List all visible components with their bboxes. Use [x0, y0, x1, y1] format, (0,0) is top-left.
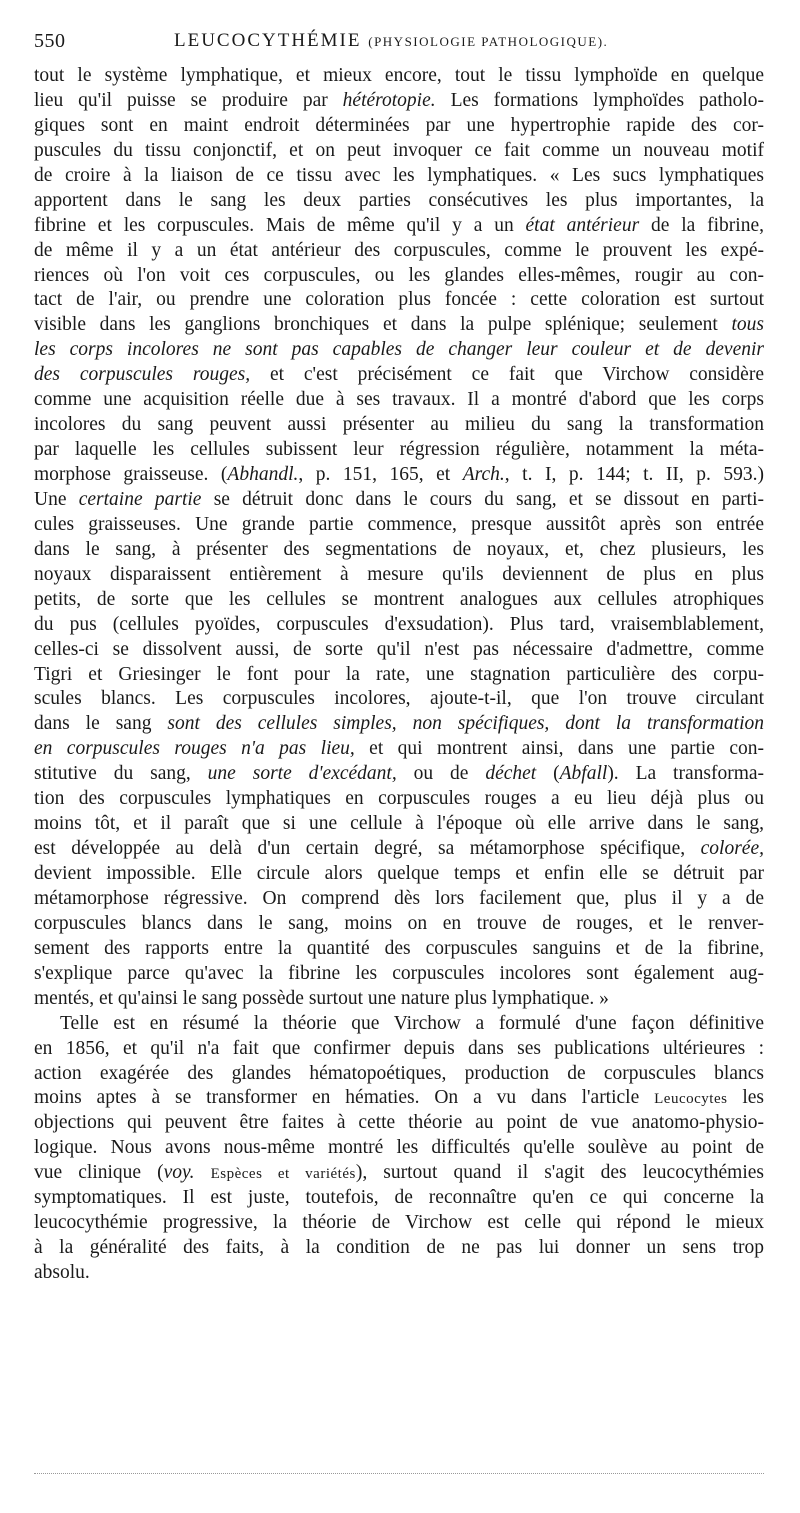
text-line — [34, 762, 764, 787]
text-line — [34, 1012, 764, 1037]
footer-rule — [34, 1473, 764, 1474]
text-line — [34, 887, 764, 912]
text-line — [34, 862, 764, 887]
text-span: en corpuscules rouges n'a pas lieu, — [34, 738, 355, 760]
running-head — [174, 30, 608, 52]
text-span: absolu. — [34, 1262, 90, 1283]
text-line — [34, 89, 764, 114]
text-span: voy. — [163, 1162, 195, 1184]
text-span: riences où l'on voit ces corpuscules, ou les glandes elles-mêmes, rougir au con- — [34, 264, 764, 286]
text-line — [34, 239, 764, 264]
text-span: ( — [536, 763, 560, 785]
text-span: et qui montrent ainsi, dans une partie con- — [354, 738, 764, 760]
running-head-title: LEUCOCYTHÉMIE — [174, 30, 362, 51]
text-line — [34, 214, 764, 239]
text-line — [34, 638, 764, 663]
text-span: les corps incolores ne sont pas capables de changer leur couleur et de devenir — [34, 339, 764, 361]
text-span: tous — [731, 314, 764, 336]
text-span: comme une acquisition réelle due à ses travaux. Il a montré d'abord que les corps — [34, 389, 764, 411]
text-span: devient impossible. Elle circule alors quelque temps et enfin elle se détruit par — [34, 863, 764, 884]
text-line — [34, 189, 764, 214]
text-span: cules graisseuses. Une grande partie commence, presque aussitôt après son entrée — [34, 513, 764, 535]
text-span: métamorphose régressive. On comprend dès lors facilement que, plus il y a de — [34, 887, 764, 909]
text-line — [34, 313, 764, 338]
text-span: Une — [34, 488, 79, 510]
text-span: de même il y a un état antérieur des corpuscules, comme le prouvent les expé- — [34, 239, 764, 261]
text-span: est développée au delà d'un certain degré, sa métamorphose spécifique, — [34, 838, 701, 860]
text-line — [34, 812, 764, 837]
text-span: moins tôt, et il paraît que si une cellule à l'époque où elle arrive dans le sang, — [34, 813, 764, 835]
text-line — [34, 613, 764, 638]
text-span: ), surtout quand il s'agit des leucocythémies — [355, 1162, 764, 1184]
text-line — [34, 937, 764, 962]
text-span: tout le système lymphatique, et mieux encore, tout le tissu lymphoïde en quelque — [34, 65, 764, 86]
text-line — [34, 663, 764, 688]
text-span: petits, de sorte que les cellules se montrent analogues aux cellules atrophiques — [34, 588, 764, 610]
text-span: , p. 151, 165, et — [298, 464, 463, 485]
body-text — [34, 64, 764, 1286]
text-line — [34, 563, 764, 588]
text-line — [34, 912, 764, 937]
text-span: hétérotopie. — [342, 89, 436, 111]
text-line — [34, 264, 764, 289]
text-span: logique. Nous avons nous-même montré les difficultés qu'elle soulève au point de — [34, 1137, 764, 1159]
text-span: lieu qu'il puisse se produire par — [34, 89, 343, 111]
text-span: une sorte d'excédant, — [207, 763, 397, 785]
text-span: puscules du tissu conjonctif, et on peut invoquer ce fait comme un nouveau motif — [34, 139, 764, 161]
text-line — [34, 787, 764, 812]
text-span: tact de l'air, ou prendre une coloration plus foncée : cette coloration est surtout — [34, 289, 764, 311]
text-line — [34, 463, 764, 488]
text-span: Leucocytes — [654, 1091, 728, 1108]
text-line — [34, 987, 764, 1012]
text-span: sont des cellules simples, non spécifiques, dont la transformation — [167, 713, 764, 735]
text-span: Les formations lymphoïdes patholo- — [435, 89, 764, 111]
text-line — [34, 64, 764, 89]
text-span: Telle est en résumé la théorie que Virchow a formulé d'une façon définitive — [60, 1012, 764, 1034]
text-line — [34, 438, 764, 463]
text-span: fibrine et les corpuscules. Mais de même qu'il y a un — [34, 214, 526, 236]
text-span: Arch. — [462, 464, 505, 485]
text-span: Tigri et Griesinger le font pour la rate, une stagnation particulière des corpu- — [34, 663, 764, 685]
text-span: déchet — [485, 763, 537, 785]
text-span: en 1856, et qu'il n'a fait que confirmer depuis dans ses publications ultérieures : — [34, 1037, 764, 1059]
text-span: de la fibrine, — [639, 214, 764, 236]
text-line — [34, 488, 764, 513]
text-span: vue clinique ( — [34, 1162, 164, 1184]
text-span: ). La transforma- — [607, 763, 764, 785]
text-line — [34, 712, 764, 737]
text-span: des corpuscules rouges, — [34, 364, 251, 386]
text-line — [34, 1236, 764, 1261]
text-line — [34, 164, 764, 189]
text-line — [34, 588, 764, 613]
text-line — [34, 1186, 764, 1211]
text-span: et c'est précisément ce fait que Virchow considère — [250, 364, 764, 386]
text-span: moins aptes à se transformer en hématies. On a vu dans l'article — [34, 1087, 655, 1109]
text-span: s'explique parce qu'avec la fibrine les corpuscules incolores sont également aug- — [34, 962, 764, 984]
text-line — [34, 413, 764, 438]
text-span: dans le sang — [34, 713, 168, 735]
text-line — [34, 513, 764, 538]
text-line — [34, 737, 764, 762]
text-line — [34, 1037, 764, 1062]
page-header — [34, 30, 764, 60]
text-span: sement des rapports entre la quantité des corpuscules sanguins et de la fibrine, — [34, 937, 764, 959]
text-span: Espèces et variétés — [210, 1166, 356, 1183]
text-line — [34, 687, 764, 712]
text-line — [34, 1261, 764, 1286]
text-span: stitutive du sang, — [34, 763, 208, 785]
text-line — [34, 363, 764, 388]
text-line — [34, 1086, 764, 1111]
text-span: leucocythémie progressive, la théorie de Virchow est celle qui répond le mieux — [34, 1212, 764, 1234]
text-span: symptomatiques. Il est juste, toutefois, de reconnaître qu'en ce qui concerne la — [34, 1187, 764, 1209]
text-span: à la généralité des faits, à la condition de ne pas lui donner un sens trop — [34, 1237, 764, 1259]
text-span: Abfall — [559, 763, 608, 785]
text-span: , t. I, p. 144; t. II, p. 593.) — [504, 464, 764, 485]
text-span: les — [727, 1087, 764, 1109]
text-span: action exagérée des glandes hématopoétiques, production de corpuscules blancs — [34, 1062, 764, 1084]
text-span: tion des corpuscules lymphatiques en corpuscules rouges a eu lieu déjà plus ou — [34, 788, 764, 810]
text-span: certaine partie — [78, 488, 202, 510]
text-span: giques sont en maint endroit déterminées par une hypertrophie rapide des cor- — [34, 114, 764, 136]
text-line — [34, 338, 764, 363]
text-span: apportent dans le sang les deux parties consécutives les plus importantes, la — [34, 189, 764, 211]
text-span: incolores du sang peuvent aussi présenter au milieu du sang la transformation — [34, 414, 764, 436]
page-number: 550 — [34, 30, 66, 52]
text-span: se détruit donc dans le cours du sang, et se dissout en parti- — [201, 488, 764, 510]
text-span: par laquelle les cellules subissent leur régression régulière, notamment la méta- — [34, 439, 764, 461]
text-span: celles-ci se dissolvent aussi, de sorte qu'il n'est pas nécessaire d'admettre, comme — [34, 638, 764, 660]
text-line — [34, 538, 764, 563]
text-span: de croire à la liaison de ce tissu avec les lymphatiques. « Les sucs lymphatiques — [34, 164, 764, 186]
text-span: noyaux disparaissent entièrement à mesure qu'ils deviennent de plus en plus — [34, 563, 764, 585]
running-head-subtitle: (PHYSIOLOGIE PATHOLOGIQUE). — [368, 34, 609, 49]
text-span: corpuscules blancs dans le sang, moins on en trouve de rouges, et le renver- — [34, 912, 764, 934]
text-span: mentés, et qu'ainsi le sang possède surtout une nature plus lymphatique. » — [34, 987, 609, 1009]
text-line — [34, 837, 764, 862]
text-line — [34, 139, 764, 164]
text-line — [34, 114, 764, 139]
text-span: objections qui peuvent être faites à cette théorie au point de vue anatomo-physio- — [34, 1112, 764, 1134]
text-span: du pus (cellules pyoïdes, corpuscules d'exsudation). Plus tard, vraisemblablement, — [34, 613, 764, 635]
text-span: ou de — [396, 763, 486, 785]
text-span: scules blancs. Les corpuscules incolores, ajoute-t-il, que l'on trouve circulant — [34, 688, 764, 710]
text-span: Abhandl. — [227, 464, 299, 485]
text-line — [34, 1161, 764, 1186]
text-span: colorée, — [700, 838, 764, 860]
text-line — [34, 962, 764, 987]
text-line — [34, 1136, 764, 1161]
text-span: état antérieur — [525, 214, 640, 236]
text-line — [34, 1062, 764, 1087]
text-span — [195, 1162, 211, 1183]
text-span: visible dans les ganglions bronchiques et dans la pulpe splénique; seulement — [34, 314, 732, 336]
text-span: morphose graisseuse. ( — [34, 464, 228, 485]
text-line — [34, 288, 764, 313]
text-line — [34, 1111, 764, 1136]
text-line — [34, 388, 764, 413]
text-span: dans le sang, à présenter des segmentations de noyaux, et, chez plusieurs, les — [34, 538, 764, 560]
text-line — [34, 1211, 764, 1236]
